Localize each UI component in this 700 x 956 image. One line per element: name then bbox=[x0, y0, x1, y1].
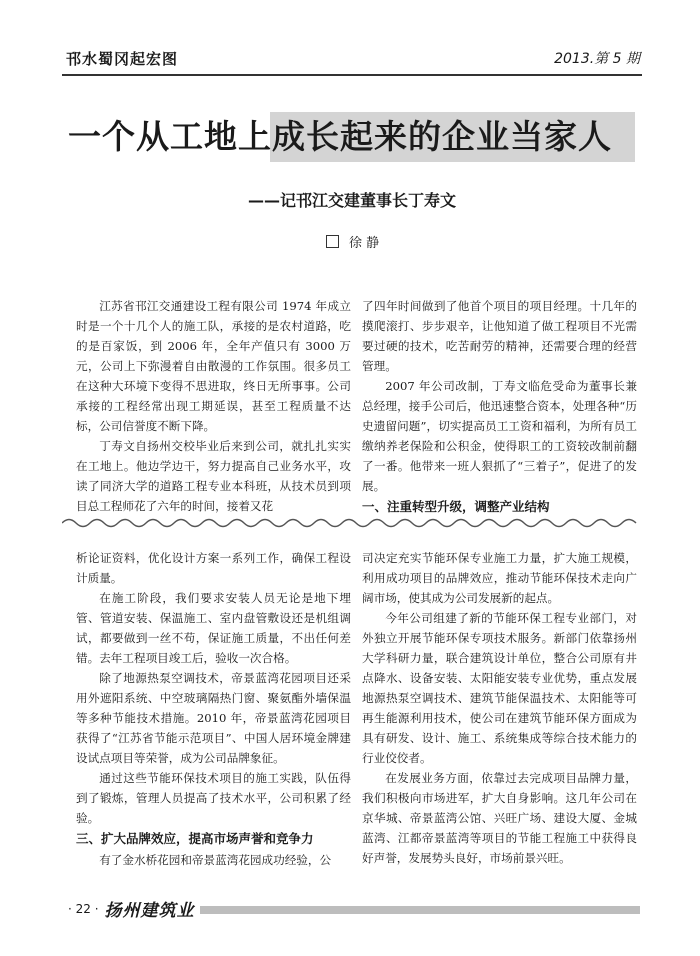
author-line bbox=[326, 232, 379, 251]
author-box-icon bbox=[326, 235, 339, 248]
page-number: · 22 · bbox=[68, 901, 99, 916]
paragraph: 丁寿文自扬州交校毕业后来到公司，就扎扎实实在工地上。他边学边干，努力提高自己业务水平，攻读了同济大学的道路工程专业本科班，从技术员到项目总工程师花了六年的时间，接着又花 bbox=[76, 439, 351, 513]
paragraph: 了四年时间做到了他首个项目的项目经理。十几年的摸爬滚打、步步艰辛，让他知道了做工程项目不光需要过硬的技术，吃苦耐劳的精神，还需要合理的经营管理。 bbox=[362, 299, 637, 373]
paragraph: 在发展业务方面，依靠过去完成项目品牌力量，我们积极向市场进军，扩大自身影响。这几年公司在京华城、帝景蓝湾公馆、兴旺广场、建设大厦、金城蓝湾、江都帝景蓝湾等项目的节能工程施工中获得良好声誉，发展势头良好，市场前景兴旺。 bbox=[362, 771, 637, 865]
footer-bar bbox=[200, 906, 640, 914]
article-title: 一个从工地上成长起来的企业当家人 bbox=[68, 117, 612, 156]
column-3 bbox=[76, 548, 351, 870]
column-2 bbox=[362, 296, 637, 518]
running-header bbox=[62, 44, 642, 76]
section-heading-1: 一、注重转型升级，调整产业结构 bbox=[362, 499, 550, 514]
paragraph: 在施工阶段，我们要求安装人员无论是地下埋管、管道安装、保温施工、室内盘管敷设还是机组调试，都要做到一丝不苟，保证施工质量，不出任何差错。去年工程项目竣工后，验收一次合格。 bbox=[76, 591, 351, 665]
paragraph: 今年公司组建了新的节能环保工程专业部门，对外独立开展节能环保专项技术服务。新部门依靠扬州大学科研力量，联合建筑设计单位，整合公司原有井点降水、设备安装、太阳能安装专业优势，重点发展地源热泵空调技术、建筑节能保温技术、太阳能等可再生能源利用技术，使公司在建筑节能环保方面成为具有研发、设计、施工、系统集成等综合技术能力的行业佼佼者。 bbox=[362, 611, 637, 765]
paragraph: 通过这些节能环保技术项目的施工实践，队伍得到了锻炼，管理人员提高了技术水平，公司积累了经验。 bbox=[76, 771, 351, 825]
issue-number: 2013.第 5 期 bbox=[554, 51, 640, 67]
section-heading-3: 三、扩大品牌效应，提高市场声誉和竞争力 bbox=[76, 831, 314, 846]
paragraph: 江苏省邗江交通建设工程有限公司 1974 年成立时是一个十几个人的施工队，承接的是农村道路，吃的是百家饭，到 2006 年，全年产值只有 3000 万元，公司上下弥漫着自由散漫的工作氛围。很多员工在这种大环境下变得不思进取，终日无所事事。公司承接的工程经常出现工期延误，甚至工程质量不达标，公司信誉度不断下降。 bbox=[76, 299, 351, 433]
column-1 bbox=[76, 296, 351, 516]
paragraph: 有了金水桥花园和帝景蓝湾花园成功经验，公 bbox=[99, 853, 332, 867]
column-4 bbox=[362, 548, 637, 868]
section-title: 邗水蜀冈起宏图 bbox=[66, 50, 179, 68]
paragraph: 除了地源热泵空调技术，帝景蓝湾花园项目还采用外遮阳系统、中空玻璃隔热门窗、聚氨酯外墙保温等多种节能技术措施。2010 年，帝景蓝湾花园项目获得了“江苏省节能示范项目”、中国人居环境金牌建设试点项目等荣誉，成为公司品牌象征。 bbox=[76, 671, 351, 765]
author-name: 徐 静 bbox=[349, 236, 380, 251]
paragraph: 司决定充实节能环保专业施工力量，扩大施工规模，利用成功项目的品牌效应，推动节能环保技术走向广阔市场，使其成为公司发展新的起点。 bbox=[362, 551, 637, 605]
magazine-name: 扬州建筑业 bbox=[104, 901, 195, 921]
paragraph: 析论证资料，优化设计方案一系列工作，确保工程设计质量。 bbox=[76, 551, 351, 585]
article-subtitle: ——记邗江交建董事长丁寿文 bbox=[248, 191, 457, 210]
page-footer bbox=[68, 896, 195, 921]
paragraph: 2007 年公司改制，丁寿文临危受命为董事长兼总经理，接手公司后，他迅速整合资本，处理各种“历史遗留问题”，切实提高员工工资和福利，为所有员工缴纳养老保险和公积金，使得职工的工资较改制前翻了一番。他带来一班人狠抓了“三着子”，促进了的发展。 bbox=[362, 379, 637, 493]
wavy-divider bbox=[62, 516, 642, 530]
